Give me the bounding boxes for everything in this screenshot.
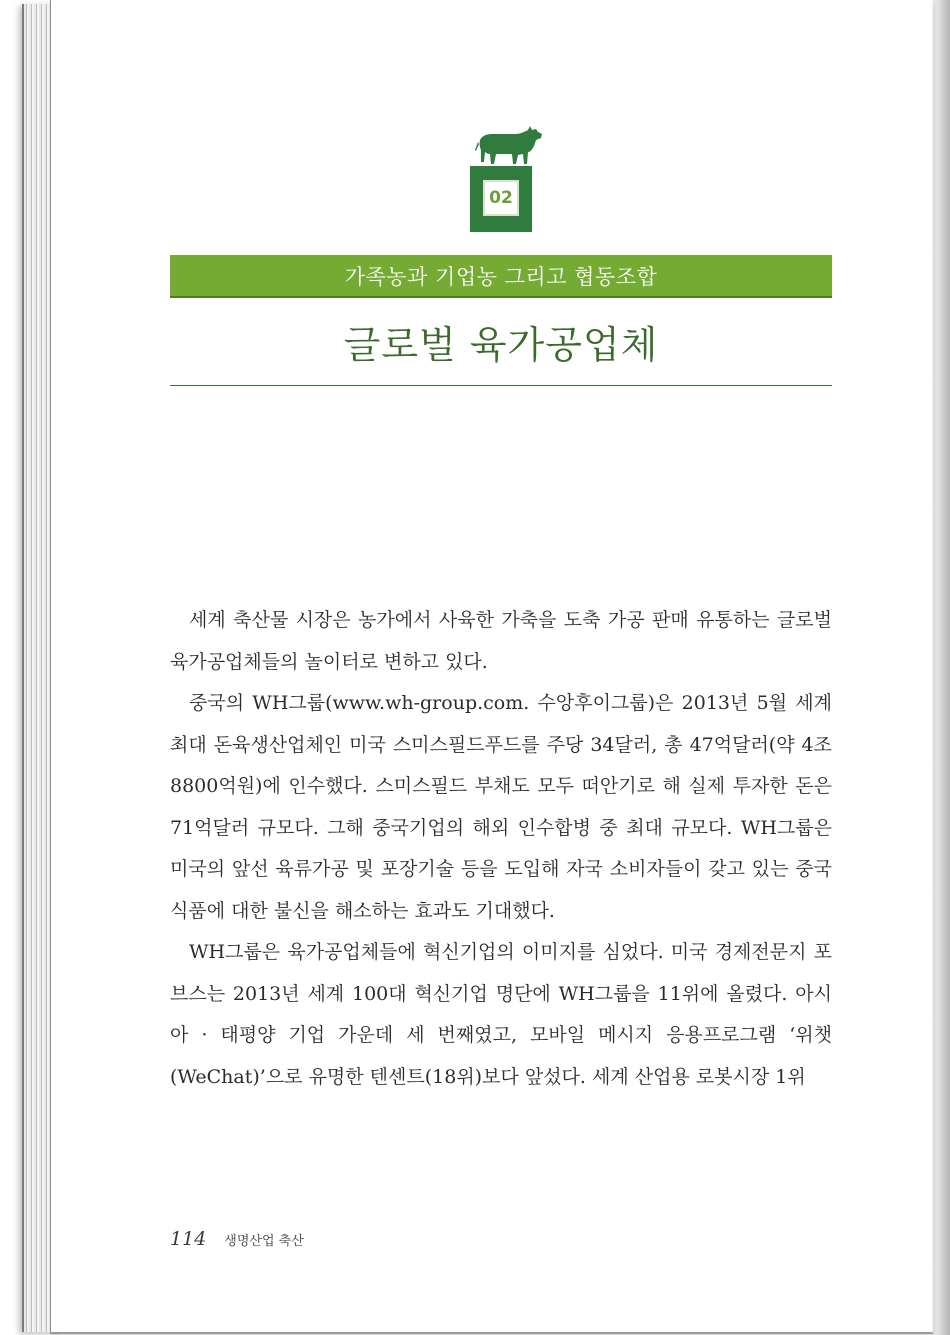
running-title: 생명산업 축산 (224, 1234, 304, 1249)
body-text (170, 600, 832, 1098)
paragraph: 세계 축산물 시장은 농가에서 사육한 가축을 도축 가공 판매 유통하는 글로벌 육가공업체들의 놀이터로 변하고 있다. (170, 609, 832, 673)
page-gutter-shadow (930, 0, 950, 1335)
page-title: 글로벌 육가공업체 (343, 323, 659, 367)
chapter-banner (170, 255, 832, 298)
cow-icon (472, 122, 544, 178)
page-number: 114 (170, 1228, 207, 1250)
banner-title: 가족농과 기업농 그리고 협동조합 (344, 264, 658, 289)
chapter-emblem (464, 108, 552, 236)
paragraph: 중국의 WH그룹(www.wh-group.com. 수앙후이그룹)은 2013년 5월 세계 최대 돈육생산업체인 미국 스미스필드푸드를 주당 34달러, 총 47억달러(약 4조8800억원)에 인수했다. 스미스필드 부채도 모두 떠안기로 해 실제 투자한 돈은 71억달러 규모다. 그해 중국기업의 해외 인수합병 중 최대 규모다. WH그룹은 미국의 앞선 육류가공 및 포장기술 등을 도입해 자국 소비자들이 갖고 있는 중국식품에 대한 불신을 해소하는 효과도 기대했다. (170, 692, 832, 922)
paragraph: WH그룹은 육가공업체들에 혁신기업의 이미지를 심었다. 미국 경제전문지 포브스는 2013년 세계 100대 혁신기업 명단에 WH그룹을 11위에 올렸다. 아시아 · 태평양 기업 가운데 세 번째였고, 모바일 메시지 응용프로그램 ‘위챗(WeChat)’으로 유명한 텐센트(18위)보다 앞섰다. 세계 산업용 로봇시장 1위 (170, 941, 832, 1088)
chapter-number: 02 (483, 180, 519, 216)
page-footer (170, 1228, 304, 1250)
title-divider (170, 385, 832, 386)
